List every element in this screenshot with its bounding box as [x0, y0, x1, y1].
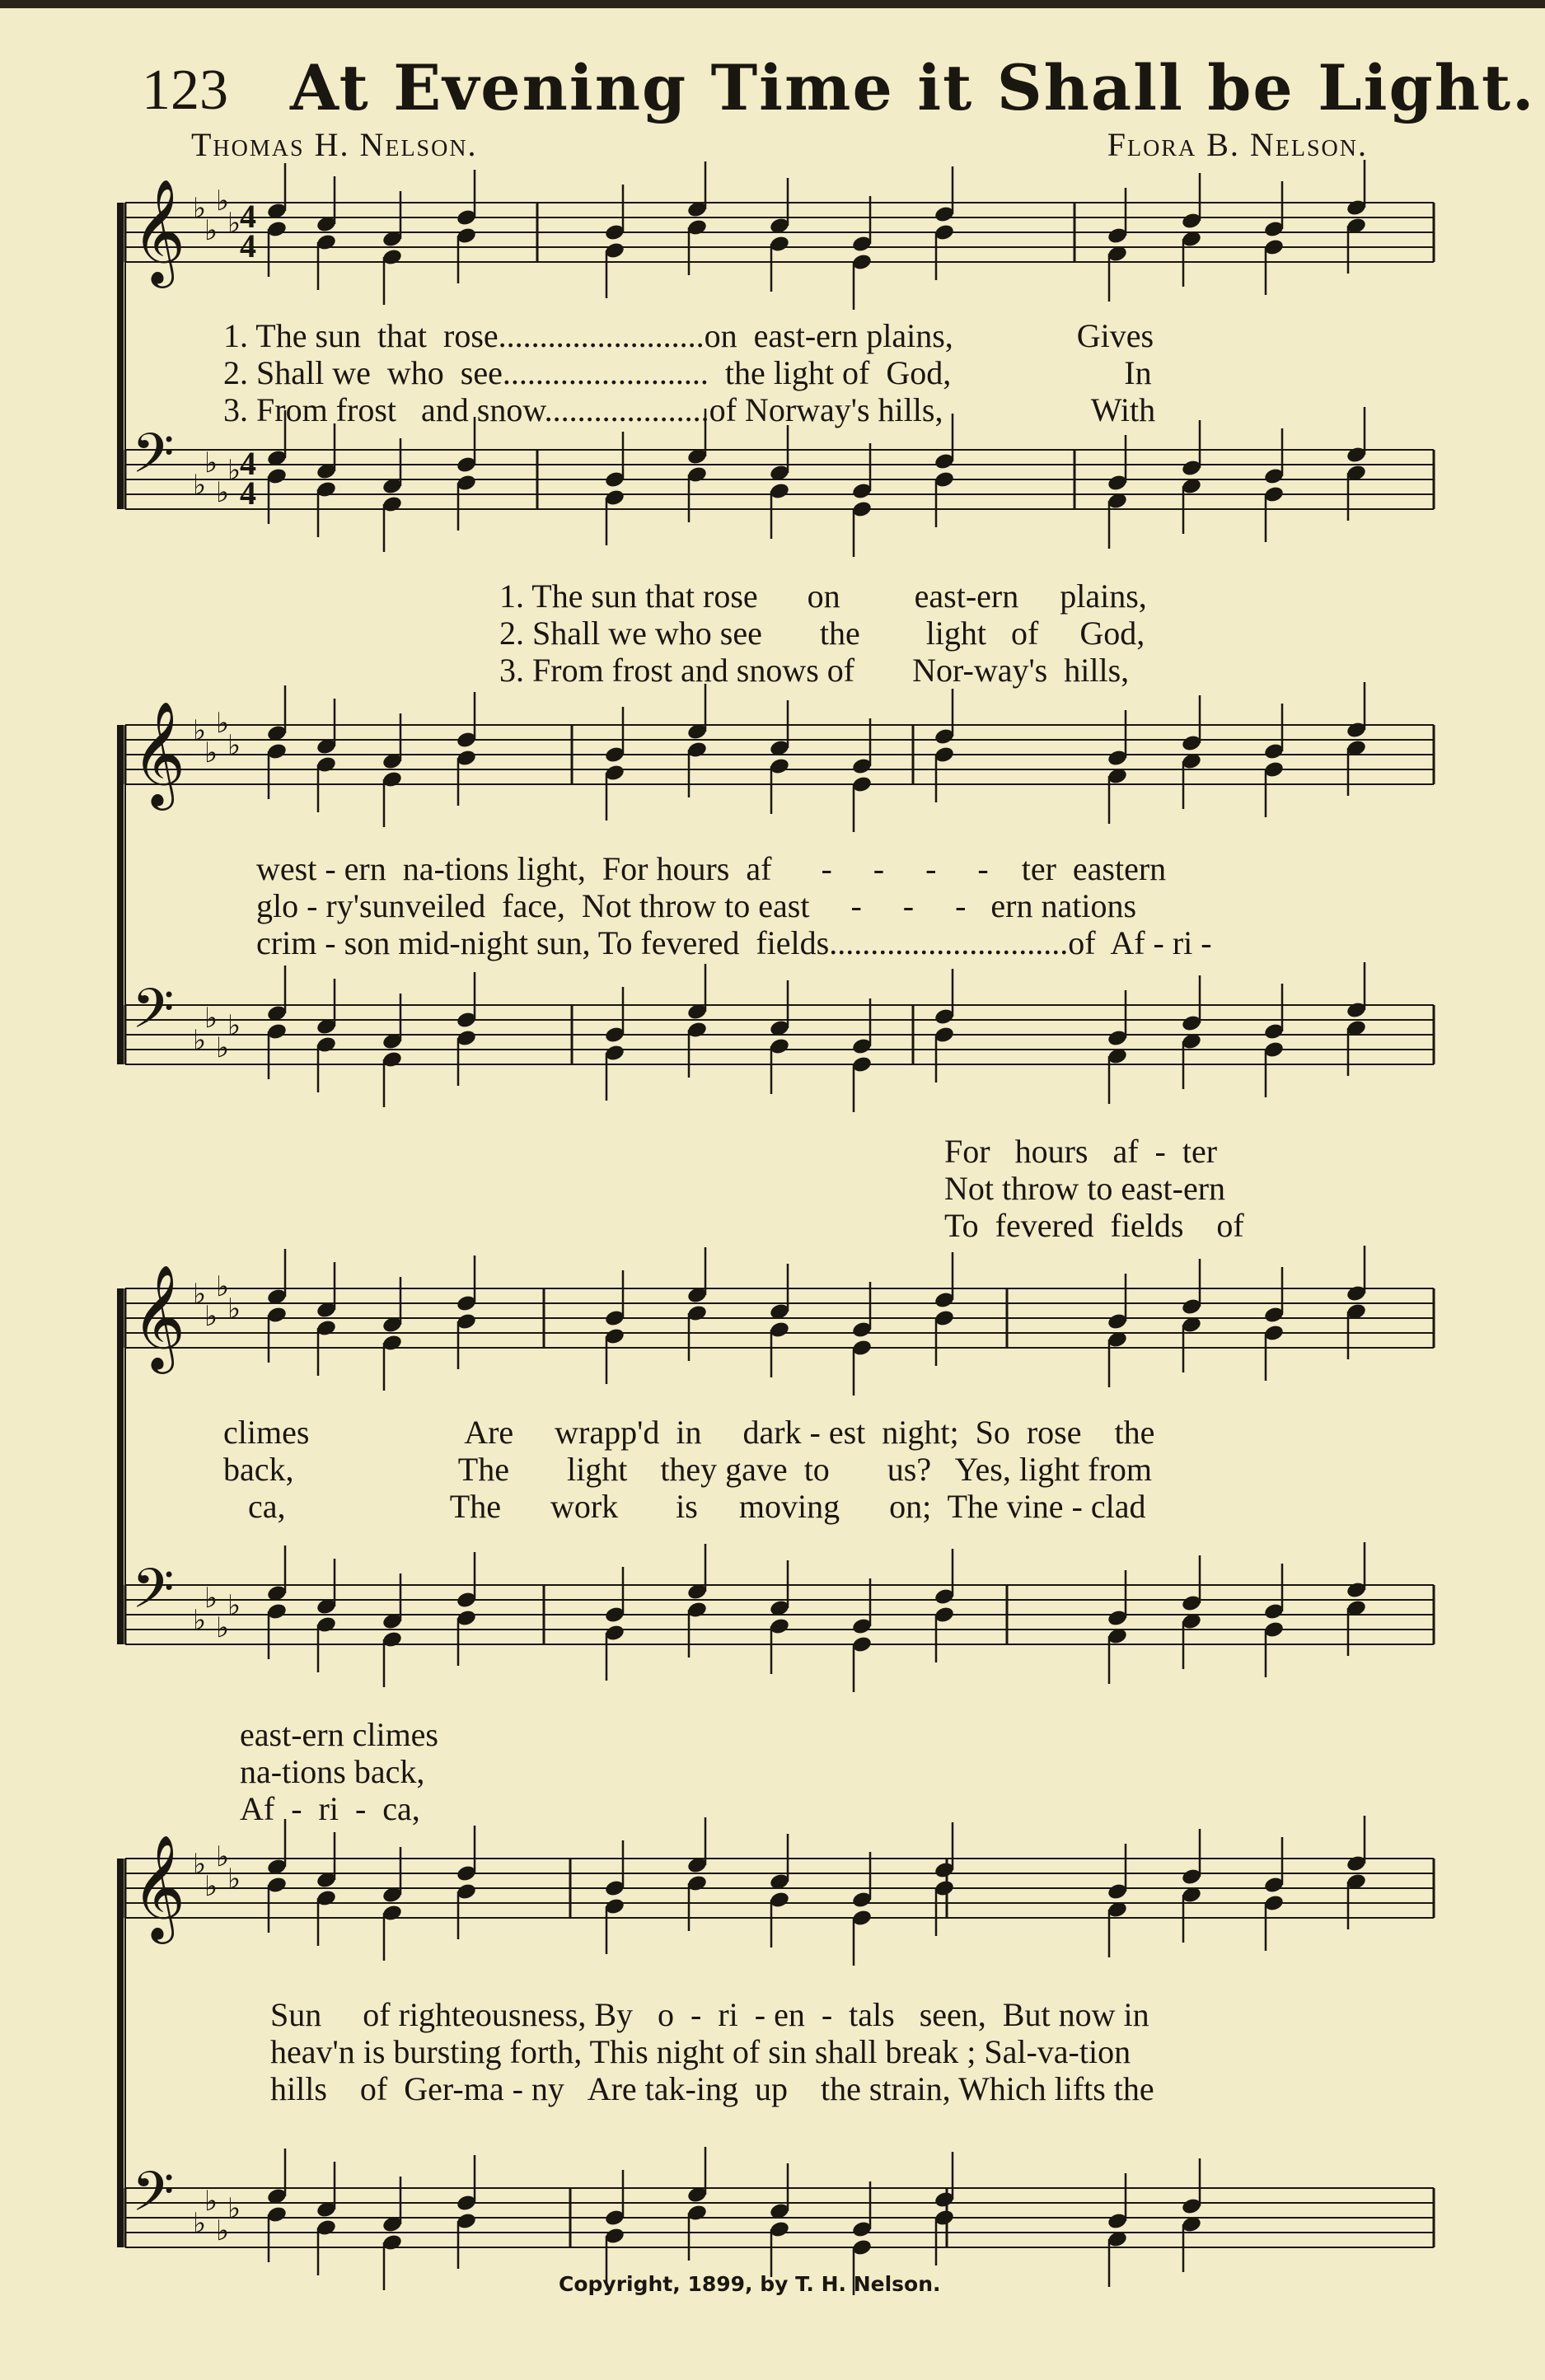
bass-staff [125, 962, 1434, 1112]
lower-lyrics-verse-1: For hours af - ter [944, 1133, 1218, 1170]
music-system-1 [120, 178, 1439, 689]
upper-lyrics-verse-2: 2. Shall we who see......................... the light of God, In [223, 354, 1152, 391]
flat-sign-icon: ♭ [216, 185, 230, 217]
lower-lyrics-verse-3: To fevered fields of [944, 1207, 1244, 1244]
lower-lyrics-verse-2: na-tions back, [240, 1753, 425, 1790]
flat-sign-icon: ♭ [204, 1002, 218, 1035]
flat-sign-icon: ♭ [227, 1863, 241, 1896]
upper-lyrics-verse-3: hills of Ger-ma - ny Are tak-ing up the strain, Which lifts the [270, 2070, 1154, 2107]
upper-lyrics-verse-2: glo - ry'sunveiled face, Not throw to east - - - ern nations [256, 887, 1137, 924]
flat-sign-icon: ♭ [216, 1270, 230, 1303]
flat-sign-icon: ♭ [193, 714, 207, 747]
flat-sign-icon: ♭ [193, 1848, 207, 1881]
flat-sign-icon: ♭ [227, 207, 241, 240]
treble-staff [125, 160, 1434, 310]
upper-lyrics-verse-1: climes Are wrapp'd in dark - est night; So rose the [223, 1414, 1155, 1451]
page-edge-shadow [0, 0, 1545, 8]
upper-lyrics-verse-1: 1. The sun that rose.........................on east-ern plains, Gives [223, 317, 1154, 354]
lower-lyrics-verse-1: 1. The sun that rose on east-ern plains, [499, 577, 1147, 615]
flat-sign-icon: ♭ [216, 1031, 230, 1064]
upper-lyrics-verse-2: heav'n is bursting forth, This night of sin shall break ; Sal-va-tion [270, 2033, 1131, 2070]
treble-staff [125, 1246, 1434, 1396]
bass-clef-icon: 𝄢 [132, 1557, 175, 1634]
treble-clef-icon: 𝄞 [132, 1264, 186, 1369]
copyright-notice: Copyright, 1899, by T. H. Nelson. [559, 2272, 941, 2296]
treble-staff [125, 1816, 1434, 1966]
treble-clef-icon: 𝄞 [132, 700, 186, 806]
time-signature: 4 [240, 227, 256, 264]
time-signature: 4 [240, 445, 256, 482]
flat-sign-icon: ♭ [227, 454, 241, 487]
flat-sign-icon: ♭ [227, 1293, 241, 1326]
upper-lyrics-verse-2: back, The light they gave to us? Yes, light from [223, 1451, 1152, 1488]
time-signature: 4 [240, 475, 256, 512]
lower-lyrics-verse-1: east-ern climes [240, 1716, 438, 1753]
flat-sign-icon: ♭ [204, 1300, 218, 1333]
flat-sign-icon: ♭ [193, 1024, 207, 1057]
upper-lyrics-verse-3: crim - son mid-night sun, To fevered fields.............................of Af - ri - [256, 924, 1212, 961]
flat-sign-icon: ♭ [216, 1840, 230, 1873]
treble-staff [125, 682, 1434, 832]
flat-sign-icon: ♭ [193, 1604, 207, 1637]
flat-sign-icon: ♭ [227, 1589, 241, 1622]
upper-lyrics-verse-3: ca, The work is moving on; The vine - clad [223, 1488, 1146, 1525]
hymn-number: 123 [142, 58, 228, 122]
upper-lyrics-verse-1: west - ern na-tions light, For hours af - - - - ter eastern [256, 850, 1167, 887]
upper-lyrics-verse-1: Sun of righteousness, By o - ri - en - tals seen, But now in [270, 1996, 1149, 2033]
composer-credit: Flora B. Nelson. [1107, 126, 1368, 163]
flat-sign-icon: ♭ [193, 469, 207, 502]
flat-sign-icon: ♭ [216, 707, 230, 740]
treble-clef-icon: 𝄞 [132, 1834, 186, 1939]
hymn-title: At Evening Time it Shall be Light. [290, 51, 1536, 124]
bass-clef-icon: 𝄢 [132, 977, 175, 1054]
lower-lyrics-verse-2: 2. Shall we who see the light of God, [499, 615, 1145, 652]
upper-lyrics-verse-3: 3. From frost and snow....................of Norway's hills, With [223, 391, 1156, 428]
flat-sign-icon: ♭ [204, 1870, 218, 1903]
music-system-4 [120, 1834, 1439, 2270]
bass-clef-icon: 𝄢 [132, 422, 175, 498]
flat-sign-icon: ♭ [227, 729, 241, 762]
lower-lyrics-verse-3: 3. From frost and snows of Nor-way's hills, [499, 652, 1130, 689]
flat-sign-icon: ♭ [204, 447, 218, 479]
music-system-3 [120, 1264, 1439, 1827]
flat-sign-icon: ♭ [204, 2185, 218, 2218]
flat-sign-icon: ♭ [227, 1009, 241, 1042]
lower-lyrics-verse-2: Not throw to east-ern [944, 1170, 1226, 1207]
flat-sign-icon: ♭ [204, 1582, 218, 1615]
flat-sign-icon: ♭ [204, 736, 218, 769]
music-system-2 [120, 700, 1439, 1244]
flat-sign-icon: ♭ [216, 1611, 230, 1644]
flat-sign-icon: ♭ [204, 214, 218, 247]
bass-staff [125, 1542, 1434, 1692]
time-signature: 4 [240, 198, 256, 235]
bass-clef-icon: 𝄢 [132, 2160, 175, 2237]
flat-sign-icon: ♭ [227, 2192, 241, 2225]
bass-staff [125, 407, 1434, 557]
flat-sign-icon: ♭ [216, 2214, 230, 2247]
flat-sign-icon: ♭ [193, 2207, 207, 2240]
treble-clef-icon: 𝄞 [132, 178, 186, 283]
flat-sign-icon: ♭ [193, 192, 207, 225]
flat-sign-icon: ♭ [193, 1278, 207, 1311]
flat-sign-icon: ♭ [216, 476, 230, 509]
lower-lyrics-verse-3: Af - ri - ca, [240, 1790, 420, 1827]
lyricist-credit: Thomas H. Nelson. [191, 126, 478, 163]
